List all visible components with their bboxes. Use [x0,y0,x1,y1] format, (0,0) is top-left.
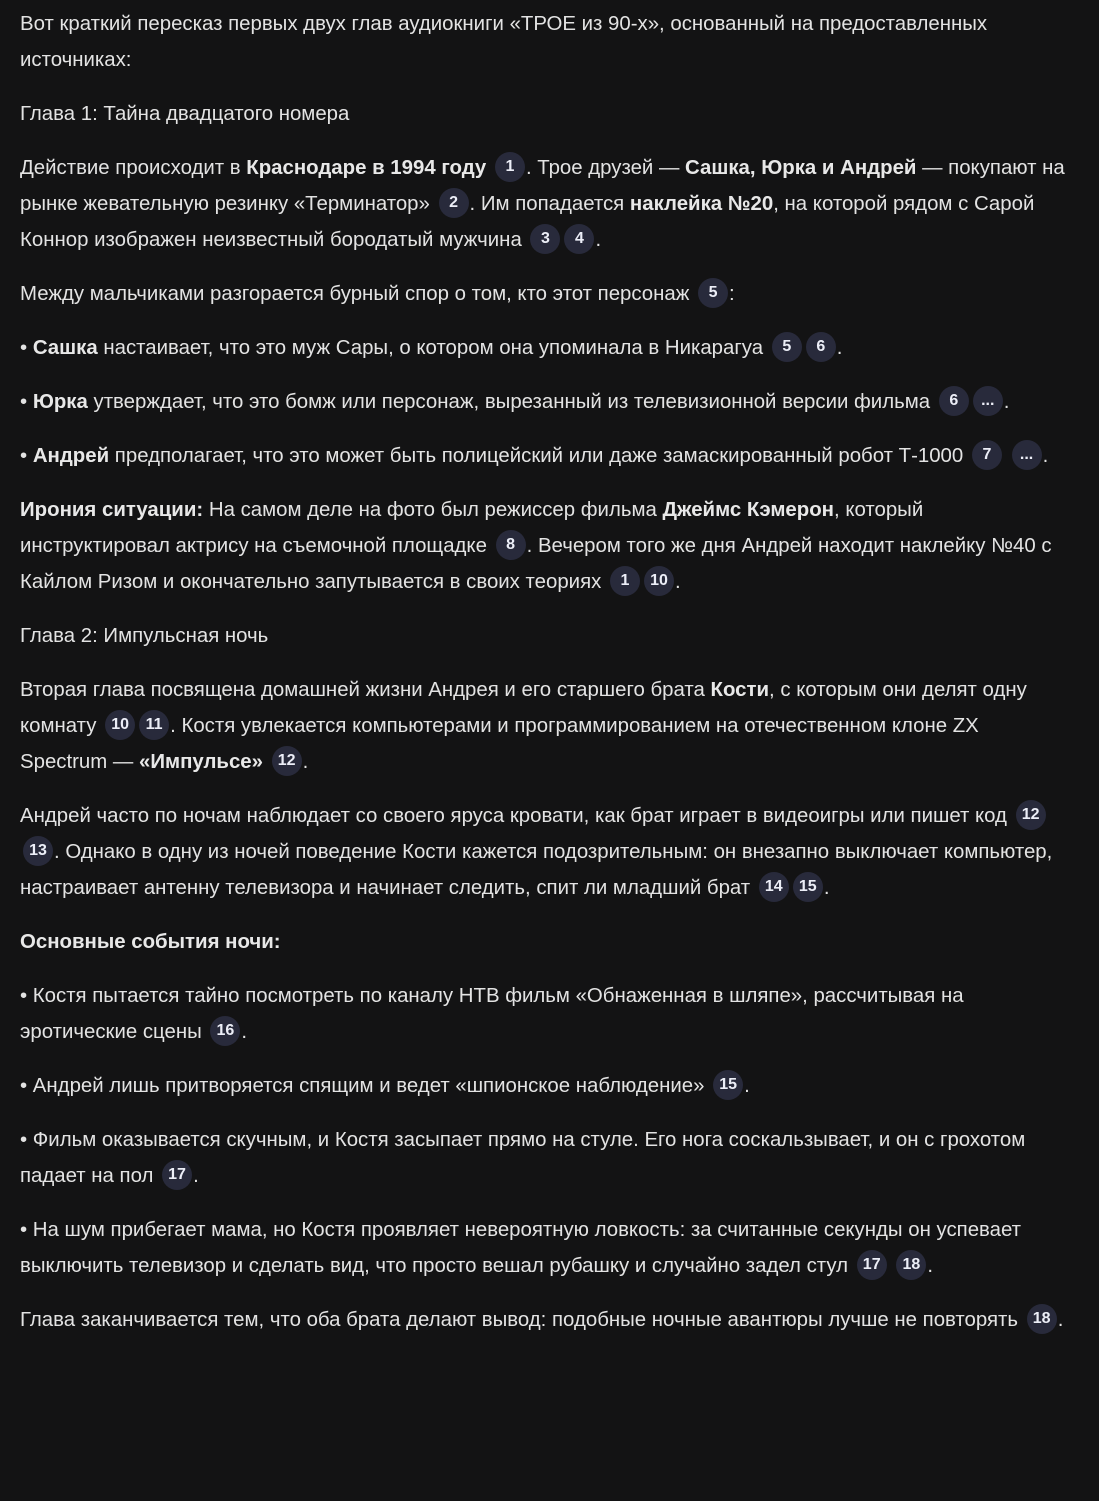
citation-chip[interactable]: 14 [759,872,789,902]
bold-text: Андрей [32,445,110,467]
text: утверждает, что это бомж или персонаж, вырезанный из телевизионной версии фильма [87,391,931,413]
text: . Трое друзей — [525,157,686,179]
bold-text: Юрка [32,391,88,413]
text: . [302,751,309,773]
intro-paragraph [20,6,1071,78]
text: . Им попадается [469,193,630,215]
text: , который инструктировал актрису на съемочной площадке [20,499,924,557]
bullet-marker: • [20,337,33,359]
citation-chip[interactable]: 10 [644,566,674,596]
citation-chip[interactable]: 12 [272,746,302,776]
citation-chip[interactable]: 15 [793,872,823,902]
text: , на которой рядом с Сарой Коннор изображен неизвестный бородатый мужчина [20,193,1035,251]
citation-chip[interactable]: 11 [139,710,169,740]
text: . [193,1165,199,1187]
text: . [674,571,681,593]
citation-chip[interactable]: 6 [939,386,969,416]
event-item [20,1122,1071,1194]
events-heading [20,924,1071,960]
chapter1-paragraph-1 [20,150,1071,258]
citation-chip[interactable]: 6 [806,332,836,362]
text: Глава заканчивается тем, что оба брата делают вывод: подобные ночные авантюры лучше не повторять [20,1309,1019,1331]
text: Действие происходит в [20,157,247,179]
bullet-marker: • [20,445,33,467]
bold-text: Джеймс Кэмерон [662,499,834,521]
text: . [744,1075,750,1097]
citation-chip[interactable]: 17 [162,1160,192,1190]
text: . [927,1255,934,1277]
text: . Однако в одну из ночей поведение Кости кажется подозрительным: он внезапно выключает компьютер, настраивает антенну телевизора и начинает следить, спит ли младший брат [20,841,1053,899]
citation-chip[interactable]: 3 [530,224,560,254]
bold-text: Краснодаре в 1994 году [246,157,487,179]
citation-chip[interactable]: 5 [772,332,802,362]
ending-paragraph [20,1302,1071,1338]
citation-chip[interactable]: 2 [439,188,469,218]
event-item [20,978,1071,1050]
bold-text: Кости [710,679,770,701]
citation-chip[interactable]: 13 [23,836,53,866]
text: . [241,1021,248,1043]
text: . [1057,1309,1064,1331]
chapter2-heading [20,618,1071,654]
chapter2-heading-text: Глава 2: Импульсная ночь [20,625,269,647]
chapter1-heading-text: Глава 1: Тайна двадцатого номера [20,103,350,125]
citation-chip[interactable]: 16 [210,1016,240,1046]
text: . Вечером того же дня Андрей находит наклейку №40 с Кайлом Ризом и окончательно запутывается в своих теориях [20,535,1052,593]
citation-chip[interactable]: 7 [972,440,1002,470]
citation-chip[interactable]: 8 [496,530,526,560]
text: • На шум прибегает мама, но Костя проявляет невероятную ловкость: за считанные секунды он успевает выключить телевизор и сделать вид, что просто вешал рубашку и случайно задел стул [20,1219,1021,1277]
citation-chip[interactable]: ... [1012,440,1042,470]
bold-text: Основные события ночи: [20,931,281,953]
citation-chip[interactable]: 10 [105,710,135,740]
citation-chip[interactable]: 18 [896,1250,926,1280]
citation-chip[interactable]: 17 [857,1250,887,1280]
chapter2-paragraph-1 [20,672,1071,780]
citation-chip[interactable]: 1 [610,566,640,596]
citation-chip[interactable]: 1 [495,152,525,182]
citation-chip[interactable]: 12 [1016,800,1046,830]
text: На самом деле на фото был режиссер фильма [203,499,663,521]
text: Вторая глава посвящена домашней жизни Андрея и его старшего брата [20,679,711,701]
citation-chip[interactable]: 5 [698,278,728,308]
text: , с которым они делят одну комнату [20,679,1027,737]
text: • Андрей лишь притворяется спящим и ведет «шпионское наблюдение» [20,1075,705,1097]
bold-text: Ирония ситуации: [20,499,204,521]
irony-paragraph [20,492,1071,600]
bullet-marker: • [20,391,33,413]
text: . [823,877,830,899]
text: . [836,337,843,359]
text: — покупают на рынке жевательную резинку «Терминатор» [20,157,1065,215]
citation-chip[interactable]: 15 [713,1070,743,1100]
bold-text: «Импульсе» [138,751,263,773]
event-item [20,1068,1071,1104]
bold-text: наклейка №20 [629,193,774,215]
text: . [595,229,602,251]
bullet-item [20,330,1071,366]
bullet-item [20,384,1071,420]
text: . Костя увлекается компьютерами и программированием на отечественном клоне ZX Spectrum — [20,715,979,773]
event-item [20,1212,1071,1284]
bold-text: Сашка, Юрка и Андрей [685,157,917,179]
citation-chip[interactable]: ... [973,386,1003,416]
chapter2-paragraph-2 [20,798,1071,906]
citation-chip[interactable]: 4 [564,224,594,254]
text: предполагает, что это может быть полицейский или даже замаскированный робот Т-1000 [109,445,964,467]
bullet-item [20,438,1071,474]
citation-chip[interactable]: 18 [1027,1304,1057,1334]
bold-text: Сашка [32,337,98,359]
text: настаивает, что это муж Сары, о котором она упоминала в Никарагуа [97,337,764,359]
chapter1-paragraph-2 [20,276,1071,312]
text: • Костя пытается тайно посмотреть по каналу НТВ фильм «Обнаженная в шляпе», рассчитывая на эротические сцены [20,985,964,1043]
text: : [729,283,735,305]
intro-text: Вот краткий пересказ первых двух глав аудиокниги «ТРОЕ из 90-х», основанный на предоставленных источниках: [20,13,988,71]
text: Андрей часто по ночам наблюдает со своего яруса кровати, как брат играет в видеоигры или пишет код [20,805,1007,827]
text: Между мальчиками разгорается бурный спор о том, кто этот персонаж [20,283,690,305]
text: • Фильм оказывается скучным, и Костя засыпает прямо на стуле. Его нога соскальзывает, и он с грохотом падает на пол [20,1129,1026,1187]
text: . [1003,391,1010,413]
chapter1-heading [20,96,1071,132]
text: . [1042,445,1049,467]
